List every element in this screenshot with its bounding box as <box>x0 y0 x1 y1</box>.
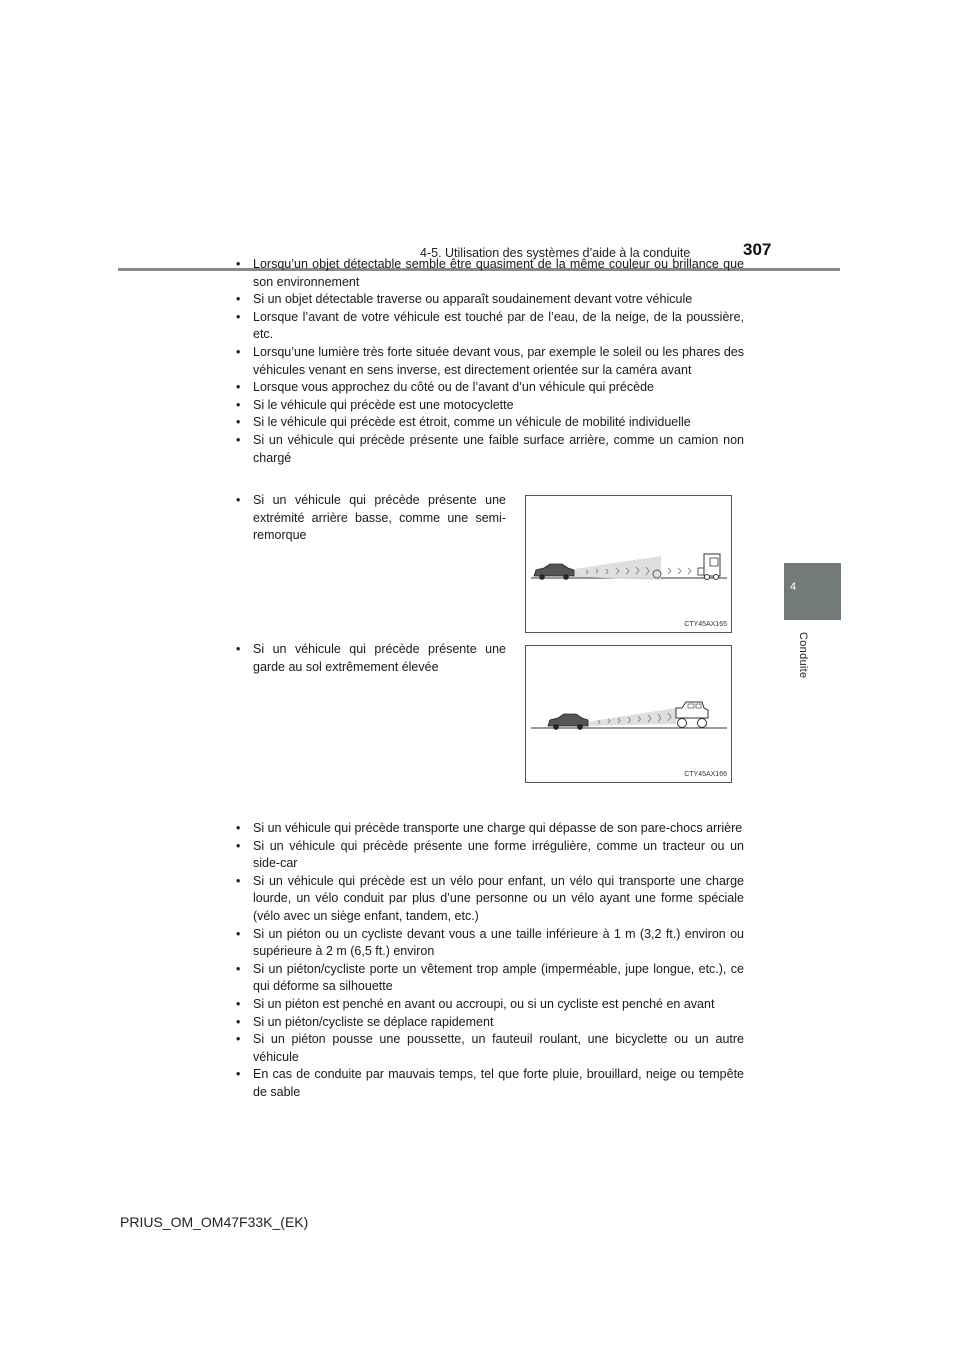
chapter-number: 4 <box>790 581 797 593</box>
list-item: • Si un véhicule qui précède transporte une charge qui dépasse de son pare-chocs arrière <box>236 820 744 838</box>
car-icon <box>534 564 574 580</box>
list-item: • Si un véhicule qui précède est un vélo pour enfant, un vélo qui transporte une charge lourde, un vélo conduit par plus d’une personne ou un vélo ayant une forme spéciale (vélo avec un siège enfant, tandem, etc.) <box>236 873 744 926</box>
figure-code: CTY45AX166 <box>684 771 727 778</box>
list-item: • Si le véhicule qui précède est une motocyclette <box>236 397 744 415</box>
figure-illustration <box>526 646 731 782</box>
bullet-list-top <box>236 256 744 467</box>
figure-code: CTY45AX165 <box>684 621 727 628</box>
figure-high-clearance <box>525 645 732 783</box>
list-item: • Lorsqu’une lumière très forte située devant vous, par exemple le soleil ou les phares des véhicules venant en sens inverse, est directement orientée sur la caméra avant <box>236 344 744 379</box>
figure-2-text <box>236 641 506 676</box>
list-item: • Si un piéton/cycliste se déplace rapidement <box>236 1014 744 1032</box>
document-code: PRIUS_OM_OM47F33K_(EK) <box>120 1214 309 1230</box>
list-item: • Si un piéton/cycliste porte un vêtement trop ample (imperméable, jupe longue, etc.), ce qui déforme sa silhouette <box>236 961 744 996</box>
bullet-list-bottom <box>236 820 744 1102</box>
list-item: • En cas de conduite par mauvais temps, tel que forte pluie, brouillard, neige ou tempête de sable <box>236 1066 744 1101</box>
figure-semi-trailer <box>525 495 732 633</box>
list-item: • Si un piéton pousse une poussette, un fauteuil roulant, une bicyclette ou un autre véhicule <box>236 1031 744 1066</box>
figure-illustration <box>526 496 731 632</box>
page-number: 307 <box>743 240 772 259</box>
list-item: • Si un véhicule qui précède présente une extrémité arrière basse, comme une semi-remorque <box>236 492 506 545</box>
chapter-label: Conduite <box>797 632 809 679</box>
section-title: 4-5. Utilisation des systèmes d’aide à la conduite <box>420 246 691 260</box>
list-item: • Si le véhicule qui précède est étroit, comme un véhicule de mobilité individuelle <box>236 414 744 432</box>
list-item: • Si un piéton est penché en avant ou accroupi, ou si un cycliste est penché en avant <box>236 996 744 1014</box>
figure-1-text <box>236 492 506 545</box>
list-item: • Si un véhicule qui précède présente une garde au sol extrêmement élevée <box>236 641 506 676</box>
list-item: • Si un véhicule qui précède présente une faible surface arrière, comme un camion non chargé <box>236 432 744 467</box>
list-item: • Si un piéton ou un cycliste devant vous a une taille inférieure à 1 m (3,2 ft.) environ ou supérieure à 2 m (6,5 ft.) environ <box>236 926 744 961</box>
chapter-tab[interactable] <box>784 563 841 620</box>
list-item: • Lorsque vous approchez du côté ou de l’avant d’un véhicule qui précède <box>236 379 744 397</box>
semi-trailer-icon <box>698 554 720 580</box>
list-item: • Lorsqu’un objet détectable semble être quasiment de la même couleur ou brillance que son environnement <box>236 256 744 291</box>
list-item: • Lorsque l’avant de votre véhicule est touché par de l’eau, de la neige, de la poussière, etc. <box>236 309 744 344</box>
high-clearance-vehicle-icon <box>676 702 708 728</box>
list-item: • Si un objet détectable traverse ou apparaît soudainement devant votre véhicule <box>236 291 744 309</box>
list-item: • Si un véhicule qui précède présente une forme irrégulière, comme un tracteur ou un side-car <box>236 838 744 873</box>
car-icon <box>548 714 588 730</box>
